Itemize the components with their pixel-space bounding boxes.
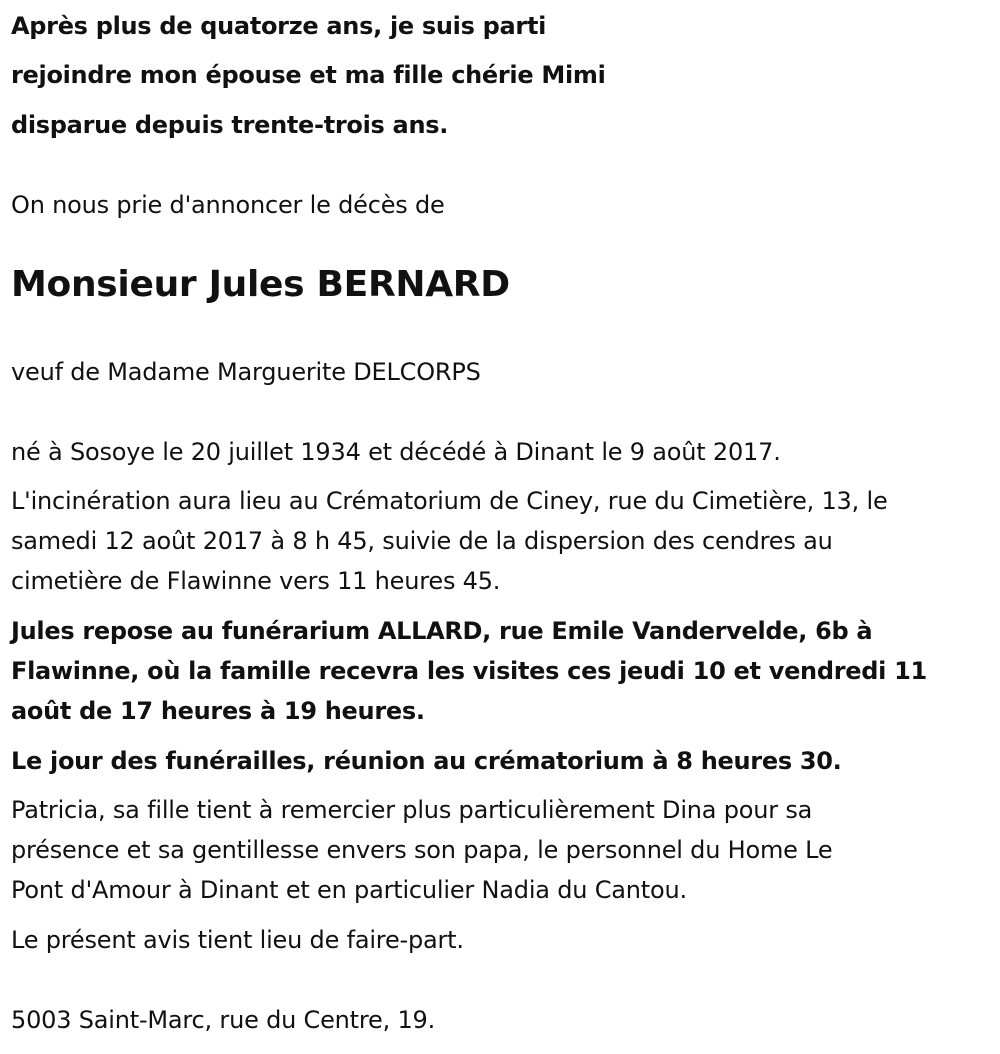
intro-line-3: disparue depuis trente-trois ans. <box>11 111 449 139</box>
widower-of-text: veuf de Madame Marguerite DELCORPS <box>11 358 481 386</box>
notice-text: Le présent avis tient lieu de faire-part. <box>11 926 464 954</box>
announcement-text: On nous prie d'annoncer le décès de <box>11 191 445 219</box>
thanks-line-3: Pont d'Amour à Dinant et en particulier Nadia du Cantou. <box>11 876 687 904</box>
viewing-line-1: Jules repose au funérarium ALLARD, rue Emile Vandervelde, 6b à <box>11 617 873 645</box>
thanks-line-1: Patricia, sa fille tient à remercier plus particulièrement Dina pour sa <box>11 796 813 824</box>
birth-death-text: né à Sosoye le 20 juillet 1934 et décédé à Dinant le 9 août 2017. <box>11 438 781 466</box>
intro-line-2: rejoindre mon épouse et ma fille chérie Mimi <box>11 61 606 89</box>
cremation-line-3: cimetière de Flawinne vers 11 heures 45. <box>11 567 501 595</box>
deceased-name: Monsieur Jules BERNARD <box>11 264 510 305</box>
cremation-line-2: samedi 12 août 2017 à 8 h 45, suivie de la dispersion des cendres au <box>11 527 833 555</box>
address-text: 5003 Saint-Marc, rue du Centre, 19. <box>11 1006 436 1034</box>
viewing-line-3: août de 17 heures à 19 heures. <box>11 697 425 725</box>
funeral-day-text: Le jour des funérailles, réunion au crématorium à 8 heures 30. <box>11 747 842 775</box>
thanks-line-2: présence et sa gentillesse envers son papa, le personnel du Home Le <box>11 836 833 864</box>
cremation-line-1: L'incinération aura lieu au Crématorium de Ciney, rue du Cimetière, 13, le <box>11 487 888 515</box>
intro-line-1: Après plus de quatorze ans, je suis parti <box>11 12 547 40</box>
viewing-line-2: Flawinne, où la famille recevra les visites ces jeudi 10 et vendredi 11 <box>11 657 927 685</box>
